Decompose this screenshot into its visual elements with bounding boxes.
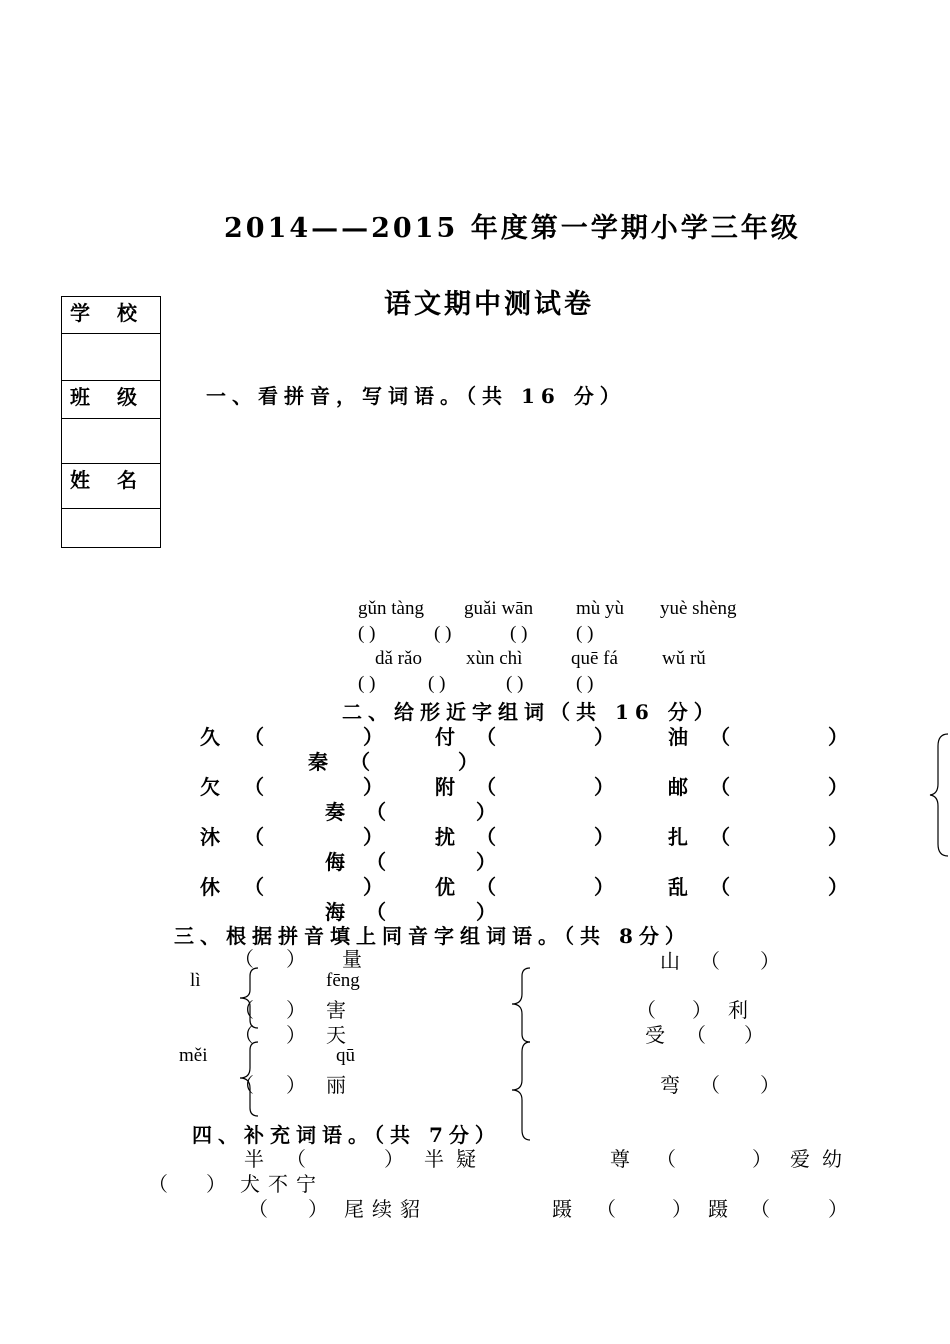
word-hai: 害 [326, 998, 346, 1022]
char-qian: 欠 [200, 775, 220, 799]
pinyin-wu-ru: wǔ rǔ [662, 648, 706, 669]
left-brace-mei [236, 1040, 260, 1118]
char-zou: 奏 [325, 800, 345, 824]
answer-blank[interactable]: ( ) [358, 623, 376, 644]
char-hai: 海 [325, 900, 345, 924]
char-mu: 沐 [200, 825, 220, 849]
name-label: 姓 名 [62, 464, 161, 509]
idiom-nie1: 蹑 [552, 1197, 572, 1221]
idiom-ai-you: 爱幼 [790, 1147, 854, 1171]
school-label: 学 校 [62, 297, 161, 334]
char-zha: 扎 [668, 825, 688, 849]
class-field[interactable] [62, 419, 161, 464]
char-wu: 侮 [325, 850, 345, 874]
left-brace-qu [508, 1040, 532, 1142]
answer-blank[interactable]: ( ) [358, 673, 376, 694]
pinyin-da-rao: dǎ rǎo [375, 648, 422, 669]
char-xiu: 休 [200, 875, 220, 899]
answer-blank[interactable]: ( ) [434, 623, 452, 644]
answer-blank[interactable]: ( ) [428, 673, 446, 694]
school-field[interactable] [62, 334, 161, 381]
char-you2: 邮 [668, 775, 688, 799]
pinyin-mu-yu: mù yù [576, 598, 625, 619]
section1-heading: 一、看拼音，写词语。（共 16 分） [206, 384, 626, 408]
answer-blank[interactable]: ( ) [506, 673, 524, 694]
idiom-ban-yi: 半疑 [424, 1147, 488, 1171]
answer-blank[interactable]: ( ) [576, 673, 594, 694]
pinyin-guai-wan: guǎi wān [464, 598, 534, 619]
char-you3: 优 [435, 875, 455, 899]
char-qin: 秦 [308, 750, 328, 774]
word-wan: 弯 [660, 1073, 680, 1097]
pinyin-mei: měi [179, 1045, 208, 1066]
pinyin-xun-chi: xùn chì [466, 648, 523, 669]
char-luan: 乱 [668, 875, 688, 899]
section2-heading: 二、给形近字组词（共 16 分） [342, 700, 720, 724]
idiom-zun: 尊 [610, 1147, 630, 1171]
answer-blank[interactable]: ( ) [576, 623, 594, 644]
word-shan: 山 [660, 949, 680, 973]
char-you: 油 [668, 725, 688, 749]
pinyin-feng: fēng [326, 970, 360, 991]
word-shou: 受 [645, 1023, 665, 1047]
pinyin-gun-tang: gǔn tàng [358, 598, 424, 619]
pinyin-yue-sheng: yuè shèng [660, 598, 737, 619]
page-subtitle: 语文期中测试卷 [384, 289, 594, 320]
right-brace-decoration [928, 732, 950, 858]
word-li2: 丽 [326, 1073, 346, 1097]
section4-heading: 四、补充词语。（共 7分） [192, 1123, 501, 1147]
char-fu2: 附 [435, 775, 455, 799]
student-info-table [61, 296, 161, 548]
left-brace-feng [508, 966, 532, 1044]
idiom-wei-xu-diao: 尾续貂 [344, 1197, 428, 1221]
left-brace-li [236, 966, 260, 1030]
section3-heading: 三、根据拼音填上同音字组词语。（共 8分） [174, 924, 691, 948]
pinyin-qu: qū [336, 1045, 355, 1066]
char-fu: 付 [435, 725, 455, 749]
answer-blank[interactable]: ( ) [510, 623, 528, 644]
pinyin-li: lì [190, 970, 201, 991]
pinyin-que-fa: quē fá [571, 648, 618, 669]
word-liang: 量 [342, 947, 362, 971]
word-li: 利 [728, 998, 748, 1022]
word-tian: 天 [326, 1023, 346, 1047]
char-rao: 扰 [435, 825, 455, 849]
idiom-ban: 半 [244, 1147, 276, 1171]
class-label: 班 级 [62, 381, 161, 419]
name-field[interactable] [62, 509, 161, 548]
page-title: 2014——2015 年度第一学期小学三年级 [224, 213, 801, 244]
idiom-nie2: 蹑 [708, 1197, 728, 1221]
char-jiu: 久 [200, 725, 220, 749]
idiom-quan-bu-ning: 犬不宁 [240, 1172, 324, 1196]
